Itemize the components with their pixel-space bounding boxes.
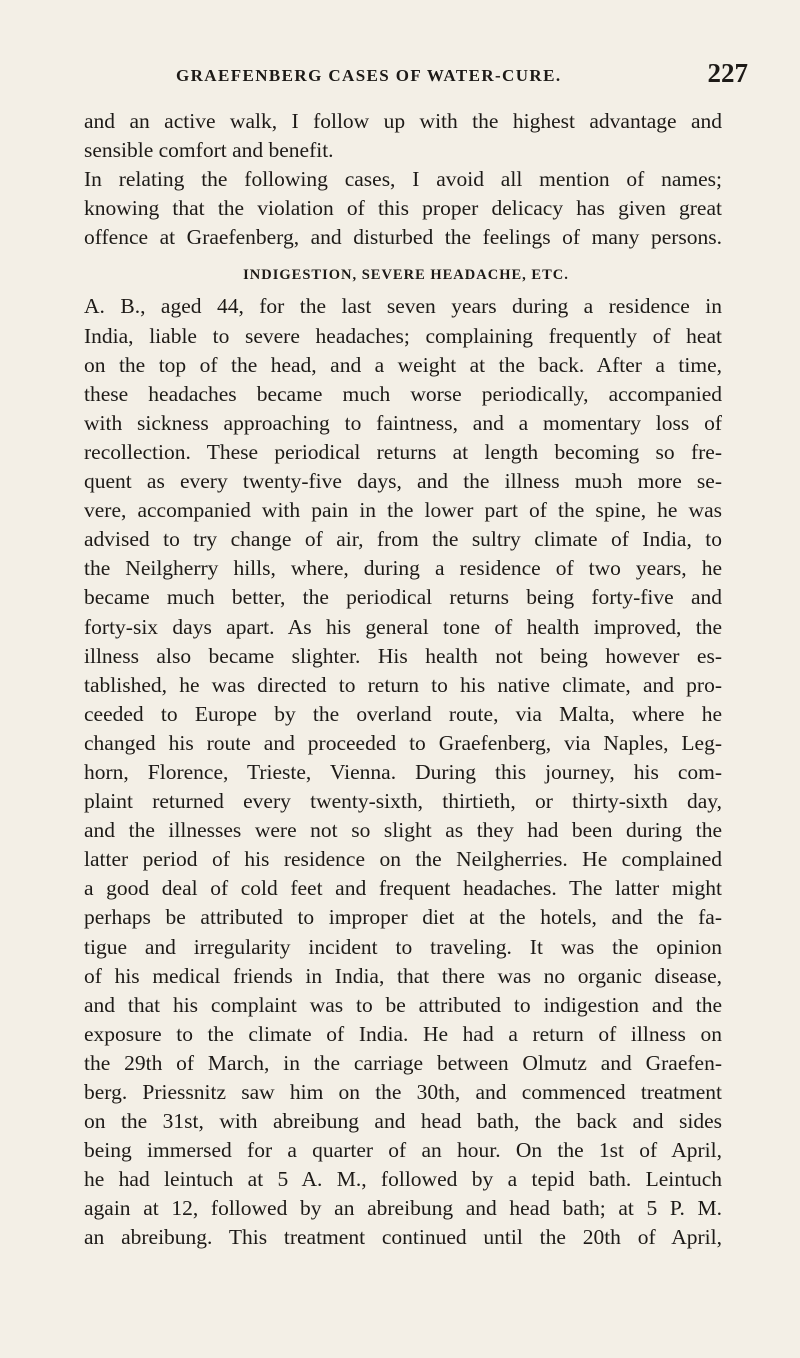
- text-line: In relating the following cases, I avoid all mention of names;: [84, 167, 722, 192]
- text-line: latter period of his residence on the Neilgherries. He complained: [84, 847, 722, 872]
- text-line: on the 31st, with abreibung and head bath, the back and sides: [84, 1109, 722, 1134]
- section-heading: INDIGESTION, SEVERE HEADACHE, ETC.: [243, 267, 569, 284]
- text-line: offence at Graefenberg, and disturbed the feelings of many persons.: [84, 225, 722, 250]
- page-header: [150, 58, 748, 98]
- text-line: he had leintuch at 5 A. M., followed by a tepid bath. Leintuch: [84, 1167, 722, 1192]
- text-line: ceeded to Europe by the overland route, via Malta, where he: [84, 701, 722, 726]
- text-line: with sickness approaching to faintness, and a momentary loss of: [84, 410, 722, 435]
- text-line: an abreibung. This treatment continued until the 20th of April,: [84, 1225, 722, 1250]
- text-line: on the top of the head, and a weight at the back. After a time,: [84, 352, 722, 377]
- text-line: quent as every twenty-five days, and the illness muɔh more se-: [84, 469, 722, 494]
- text-line: these headaches became much worse periodically, accompanied: [84, 381, 722, 406]
- body-text: [84, 107, 722, 1253]
- text-line: forty-six days apart. As his general tone of health improved, the: [84, 614, 722, 639]
- text-line: of his medical friends in India, that there was no organic disease,: [84, 963, 722, 988]
- text-line: tigue and irregularity incident to traveling. It was the opinion: [84, 934, 722, 959]
- text-line: vere, accompanied with pain in the lower part of the spine, he was: [84, 498, 722, 523]
- text-line: the Neilgherry hills, where, during a residence of two years, he: [84, 556, 722, 581]
- text-line: and an active walk, I follow up with the highest advantage and: [84, 109, 722, 133]
- text-line: again at 12, followed by an abreibung and head bath; at 5 P. M.: [84, 1196, 722, 1221]
- text-line: knowing that the violation of this proper delicacy has given great: [84, 196, 722, 221]
- text-line: being immersed for a quarter of an hour. On the 1st of April,: [84, 1138, 722, 1163]
- text-line: berg. Priessnitz saw him on the 30th, and commenced treatment: [84, 1080, 722, 1104]
- text-line: plaint returned every twenty-sixth, thirtieth, or thirty-sixth day,: [84, 789, 722, 814]
- page-number: 227: [707, 58, 748, 88]
- text-line: horn, Florence, Trieste, Vienna. During this journey, his com-: [84, 759, 722, 784]
- text-line: advised to try change of air, from the sultry climate of India, to: [84, 527, 722, 552]
- text-line: sensible comfort and benefit.: [84, 138, 334, 163]
- text-line: illness also became slighter. His health not being however es-: [84, 643, 722, 668]
- text-line: and the illnesses were not so slight as they had been during the: [84, 818, 722, 843]
- text-line: changed his route and proceeded to Graefenberg, via Naples, Leg-: [84, 730, 722, 755]
- text-line: the 29th of March, in the carriage between Olmutz and Graefen-: [84, 1050, 722, 1075]
- text-line: India, liable to severe headaches; complaining frequently of heat: [84, 323, 722, 348]
- text-line: tablished, he was directed to return to his native climate, and pro-: [84, 672, 722, 697]
- text-line: perhaps be attributed to improper diet at the hotels, and the fa-: [84, 905, 722, 930]
- running-title: GRAEFENBERG CASES OF WATER-CURE.: [176, 66, 562, 85]
- text-line: A. B., aged 44, for the last seven years during a residence in: [84, 294, 722, 319]
- text-line: exposure to the climate of India. He had a return of illness on: [84, 1021, 722, 1046]
- text-line: and that his complaint was to be attributed to indigestion and the: [84, 992, 722, 1017]
- text-line: recollection. These periodical returns at length becoming so fre-: [84, 439, 722, 464]
- text-line: became much better, the periodical returns being forty-five and: [84, 585, 722, 610]
- text-line: a good deal of cold feet and frequent headaches. The latter might: [84, 876, 722, 901]
